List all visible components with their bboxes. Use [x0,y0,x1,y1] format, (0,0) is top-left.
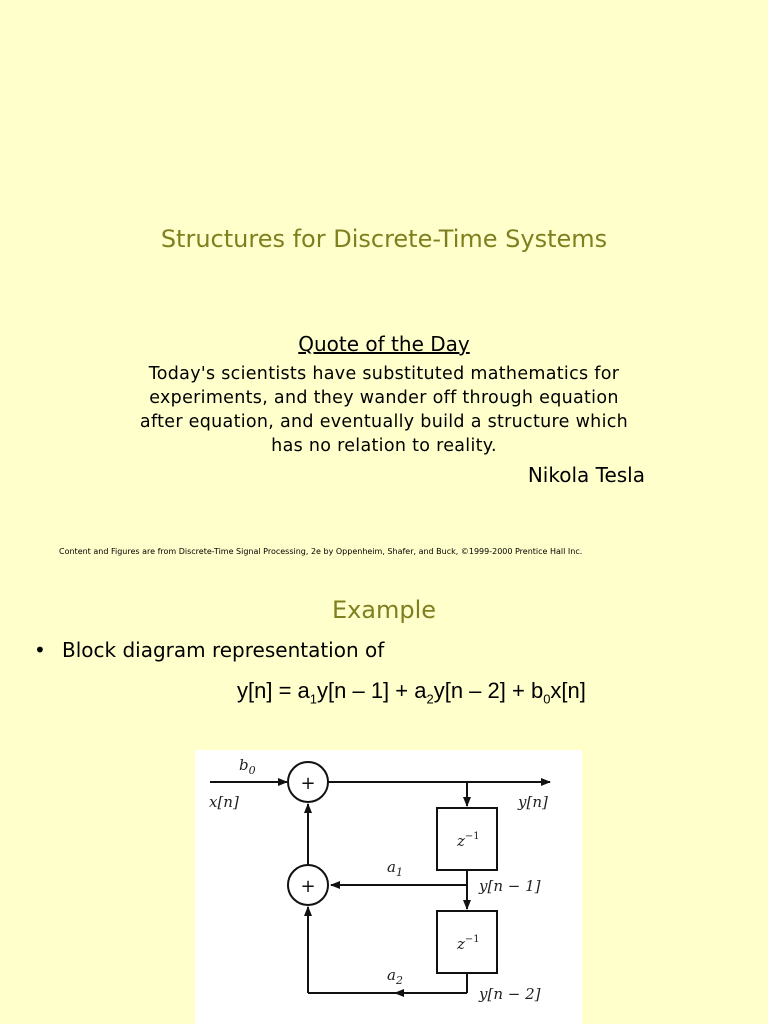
a2-label: $a_2$ [387,966,403,987]
quote-line: has no relation to reality. [271,436,497,456]
difference-equation [237,678,586,706]
a1-label: $a_1$ [387,858,403,879]
adder-2-plus: + [300,876,316,897]
bullet-dot-icon: • [34,638,46,662]
bullet-item [34,638,384,662]
adder-1-plus: + [300,773,316,794]
bullet-text: Block diagram representation of [62,638,385,662]
input-label: x[n] [209,793,239,811]
output-label: y[n] [518,793,548,811]
delay-1-label: $z^{-1}$ [457,831,480,850]
eq-sub: 1 [309,691,318,707]
eq-sub: 2 [426,691,434,707]
slide-title: Structures for Discrete-Time Systems [160,225,608,253]
quote-heading: Quote of the Day [298,332,470,356]
eq-sub: 0 [543,691,551,707]
quote-line: after equation, and eventually build a structure which [139,412,629,432]
delay-2-label: $z^{-1}$ [457,934,480,953]
eq-part: y[n] = a [237,678,310,703]
eq-part: y[n – 2] + b [433,678,544,703]
block-diagram-svg [195,750,582,1024]
quote-author: Nikola Tesla [527,463,645,487]
quote-line: Today's scientists have substituted mathematics for [148,364,620,384]
eq-part: x[n] [550,678,586,703]
y-n-2-label: y[n − 2] [479,985,541,1003]
b0-label: $b_0$ [239,756,256,777]
block-diagram [195,750,582,1024]
y-n-1-label: y[n − 1] [479,877,541,895]
quote-line: experiments, and they wander off through equation [149,388,619,408]
credit-line: Content and Figures are from Discrete-Time Signal Processing, 2e by Oppenheim, Shafer, and Buck, ©1999-2000 Prentice Hall Inc. [59,547,583,556]
quote-body [110,362,658,458]
eq-part: y[n – 1] + a [317,678,427,703]
example-title: Example [331,596,437,624]
